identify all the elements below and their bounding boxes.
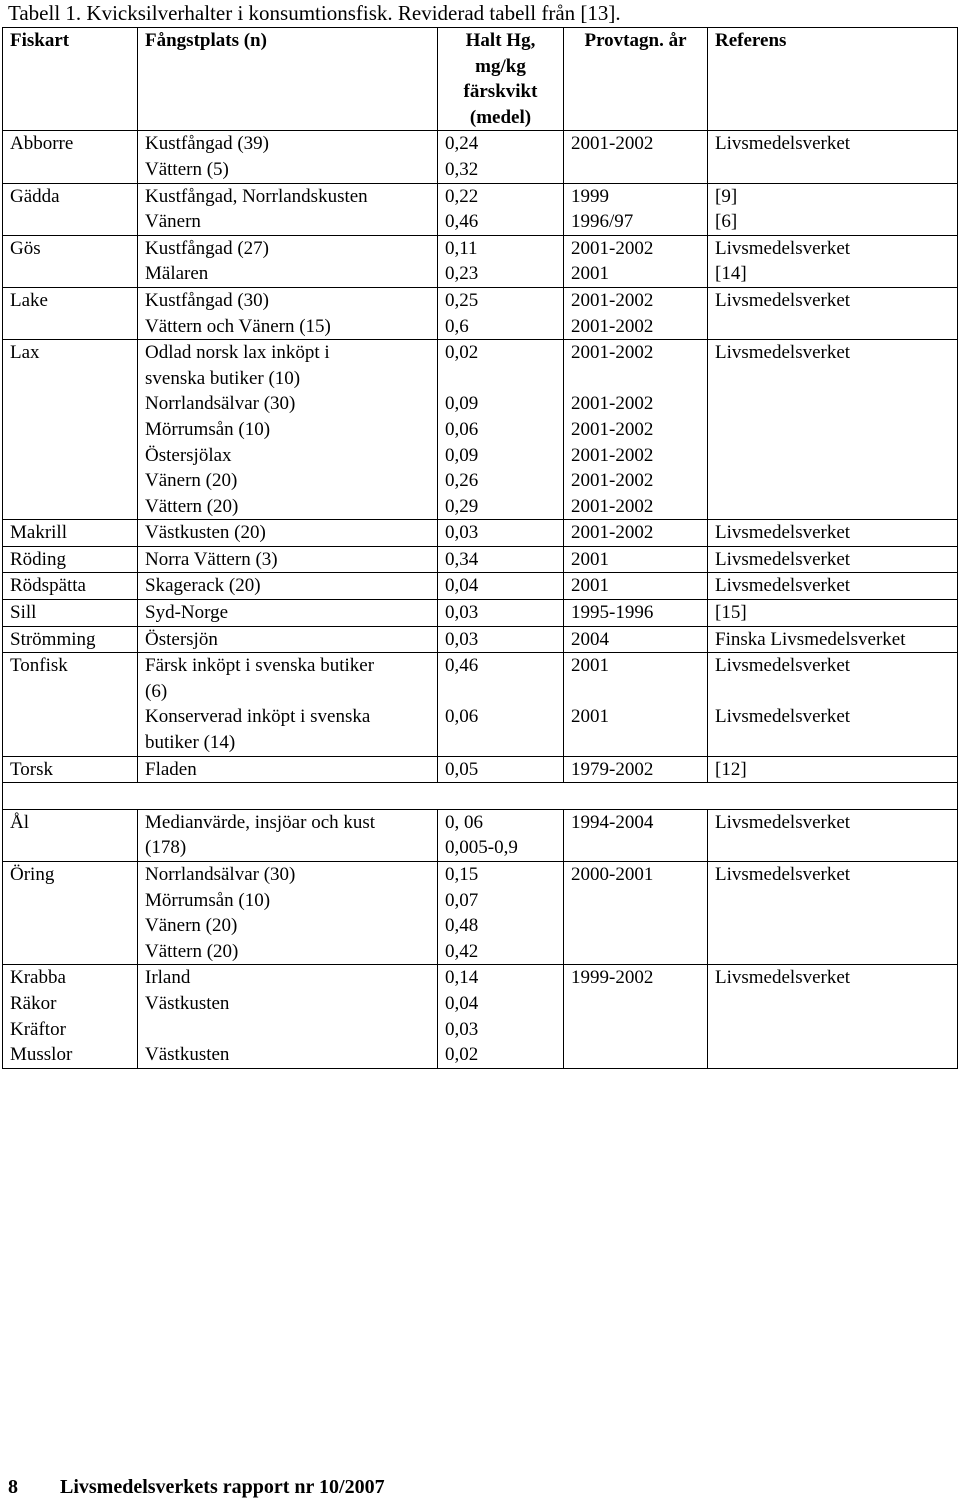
cell-fangstplats-line: Vättern och Vänern (15) xyxy=(145,315,331,337)
cell-fiskart-line: Röding xyxy=(10,548,66,570)
cell-provtagn-line: 2001-2002 xyxy=(571,393,654,415)
cell-fiskart-line: Musslor xyxy=(10,1044,73,1066)
cell-provtagn-line: 2001-2002 xyxy=(571,289,654,311)
cell-provtagn xyxy=(564,340,708,520)
table-row xyxy=(3,546,958,573)
cell-halt-line xyxy=(445,366,563,392)
cell-halt-line xyxy=(445,730,563,756)
cell-provtagn-line: 2001-2002 xyxy=(571,444,654,466)
cell-halt-line: 0,04 xyxy=(445,575,479,597)
page-number: 8 xyxy=(8,1476,18,1498)
cell-halt-line: 0,06 xyxy=(445,418,479,440)
cell-fiskart xyxy=(3,600,138,627)
cell-halt xyxy=(438,546,564,573)
cell-fangstplats xyxy=(138,600,438,627)
cell-halt xyxy=(438,965,564,1068)
cell-halt xyxy=(438,626,564,653)
cell-halt-line: 0,14 xyxy=(445,967,479,989)
cell-provtagn xyxy=(564,756,708,783)
cell-fiskart-line: Rödspätta xyxy=(10,575,86,597)
table-row xyxy=(3,862,958,965)
cell-provtagn xyxy=(564,809,708,861)
cell-halt-line: 0,06 xyxy=(445,706,479,728)
cell-referens-line xyxy=(715,679,957,705)
table-row xyxy=(3,235,958,287)
cell-halt-line: 0,6 xyxy=(445,315,469,337)
cell-fiskart-line: Lake xyxy=(10,289,48,311)
cell-halt xyxy=(438,235,564,287)
cell-fangstplats-line xyxy=(145,1017,437,1043)
header-fangstplats: Fångstplats (n) xyxy=(138,28,438,131)
cell-fiskart xyxy=(3,183,138,235)
cell-referens-line: [15] xyxy=(715,602,747,624)
cell-referens xyxy=(708,600,958,627)
cell-halt xyxy=(438,183,564,235)
cell-fiskart-line: Tonfisk xyxy=(10,655,68,677)
table-row xyxy=(3,809,958,861)
cell-provtagn xyxy=(564,573,708,600)
cell-halt xyxy=(438,653,564,756)
cell-provtagn-line xyxy=(571,366,707,392)
cell-fangstplats-line: Vänern (20) xyxy=(145,470,238,492)
cell-referens xyxy=(708,626,958,653)
cell-halt-line: 0,22 xyxy=(445,185,479,207)
cell-provtagn xyxy=(564,965,708,1068)
cell-halt-line xyxy=(445,679,563,705)
cell-halt xyxy=(438,287,564,339)
cell-fangstplats xyxy=(138,287,438,339)
cell-fangstplats-line: Syd-Norge xyxy=(145,602,229,624)
cell-referens-line: Livsmedelsverket xyxy=(715,548,851,570)
cell-fangstplats-line: Skagerack (20) xyxy=(145,575,261,597)
cell-halt-line: 0,05 xyxy=(445,758,479,780)
cell-referens-line: Livsmedelsverket xyxy=(715,289,851,311)
cell-provtagn-line: 1996/97 xyxy=(571,211,634,233)
cell-halt-line: 0, 06 xyxy=(445,811,483,833)
table-caption: Tabell 1. Kvicksilverhalter i konsumtionsfisk. Reviderad tabell från [13]. xyxy=(8,1,621,25)
cell-halt xyxy=(438,600,564,627)
cell-provtagn xyxy=(564,862,708,965)
cell-fiskart xyxy=(3,573,138,600)
cell-fiskart-line: Strömming xyxy=(10,628,96,650)
cell-referens-line: Livsmedelsverket xyxy=(715,133,851,155)
cell-provtagn xyxy=(564,626,708,653)
cell-halt xyxy=(438,862,564,965)
cell-provtagn-line: 2001-2002 xyxy=(571,418,654,440)
cell-fangstplats xyxy=(138,862,438,965)
cell-fangstplats xyxy=(138,235,438,287)
cell-fiskart-line: Sill xyxy=(10,602,37,624)
cell-fiskart xyxy=(3,653,138,756)
cell-provtagn-line: 1999-2002 xyxy=(571,967,654,989)
cell-referens-line: Livsmedelsverket xyxy=(715,575,851,597)
header-halt-line: (medel) xyxy=(469,106,532,128)
cell-fangstplats-line: svenska butiker (10) xyxy=(145,367,301,389)
cell-referens xyxy=(708,520,958,547)
cell-halt-line: 0,48 xyxy=(445,915,479,937)
cell-halt-line: 0,02 xyxy=(445,342,479,364)
cell-fangstplats xyxy=(138,809,438,861)
cell-provtagn-line: 2001-2002 xyxy=(571,315,654,337)
header-halt xyxy=(438,28,564,131)
cell-fangstplats-line: Kustfångad (27) xyxy=(145,237,269,259)
header-halt-line: Halt Hg, xyxy=(465,30,536,51)
cell-fangstplats-line: Irland xyxy=(145,967,191,989)
cell-fiskart-line: Torsk xyxy=(10,758,54,780)
cell-fiskart-line: Gädda xyxy=(10,185,60,207)
cell-fiskart-line: Lax xyxy=(10,342,40,364)
cell-referens-line: Livsmedelsverket xyxy=(715,706,851,728)
cell-fiskart xyxy=(3,131,138,183)
cell-fangstplats xyxy=(138,520,438,547)
mercury-table xyxy=(2,27,958,1069)
cell-referens-line: Livsmedelsverket xyxy=(715,237,851,259)
cell-fangstplats-line: Norra Vättern (3) xyxy=(145,548,278,570)
cell-provtagn-line: 2001-2002 xyxy=(571,522,654,544)
cell-halt xyxy=(438,131,564,183)
cell-fangstplats-line: Färsk inköpt i svenska butiker xyxy=(145,655,375,677)
cell-referens-line: Finska Livsmedelsverket xyxy=(715,628,906,650)
table-row xyxy=(3,626,958,653)
cell-fangstplats-line: Vättern (20) xyxy=(145,940,239,962)
cell-halt-line: 0,46 xyxy=(445,211,479,233)
table-row xyxy=(3,287,958,339)
cell-provtagn-line: 2004 xyxy=(571,628,609,650)
cell-halt-line: 0,02 xyxy=(445,1044,479,1066)
cell-fangstplats-line: Norrlandsälvar (30) xyxy=(145,864,296,885)
cell-fangstplats-line: Vänern (20) xyxy=(145,915,238,937)
cell-halt-line: 0,26 xyxy=(445,470,479,492)
cell-fiskart xyxy=(3,756,138,783)
cell-fiskart xyxy=(3,520,138,547)
cell-fiskart-line: Kräftor xyxy=(10,1018,66,1040)
cell-provtagn xyxy=(564,131,708,183)
cell-referens xyxy=(708,965,958,1068)
cell-referens-line xyxy=(715,730,957,756)
cell-fangstplats xyxy=(138,183,438,235)
table-row xyxy=(3,600,958,627)
cell-referens xyxy=(708,809,958,861)
cell-fangstplats-line: Västkusten (20) xyxy=(145,522,266,544)
table-row xyxy=(3,573,958,600)
cell-fangstplats-line: (6) xyxy=(145,680,168,702)
cell-provtagn xyxy=(564,287,708,339)
cell-halt-line: 0,29 xyxy=(445,495,479,517)
cell-fangstplats-line: Vänern xyxy=(145,211,201,233)
cell-fiskart-line: Gös xyxy=(10,237,41,259)
cell-referens-line: [6] xyxy=(715,211,738,233)
cell-halt-line: 0,03 xyxy=(445,602,479,624)
cell-fiskart xyxy=(3,862,138,965)
table-row xyxy=(3,965,958,1068)
cell-halt-line: 0,32 xyxy=(445,158,479,180)
cell-halt-line: 0,11 xyxy=(445,237,478,259)
cell-fiskart-line: Öring xyxy=(10,864,55,885)
cell-provtagn xyxy=(564,520,708,547)
cell-referens-line: Livsmedelsverket xyxy=(715,811,851,833)
table-row xyxy=(3,520,958,547)
cell-halt-line: 0,04 xyxy=(445,992,479,1014)
cell-halt xyxy=(438,756,564,783)
cell-fiskart-line: Krabba xyxy=(10,967,66,989)
cell-provtagn xyxy=(564,546,708,573)
table-row xyxy=(3,131,958,183)
cell-referens-line: Livsmedelsverket xyxy=(715,864,851,885)
cell-provtagn-line: 2001 xyxy=(571,575,609,597)
cell-fiskart xyxy=(3,626,138,653)
cell-provtagn-line: 2001 xyxy=(571,706,609,728)
cell-referens-line: Livsmedelsverket xyxy=(715,522,851,544)
cell-fangstplats xyxy=(138,756,438,783)
cell-fiskart xyxy=(3,235,138,287)
cell-provtagn-line: 2001-2002 xyxy=(571,495,654,517)
cell-fangstplats xyxy=(138,653,438,756)
header-referens: Referens xyxy=(708,28,958,131)
cell-provtagn-line: 2001 xyxy=(571,655,609,677)
cell-halt-line: 0,09 xyxy=(445,393,479,415)
cell-provtagn xyxy=(564,653,708,756)
cell-provtagn-line xyxy=(571,730,707,756)
cell-referens-line: [14] xyxy=(715,263,747,285)
cell-referens-line: Livsmedelsverket xyxy=(715,655,851,677)
cell-fangstplats-line: Norrlandsälvar (30) xyxy=(145,393,296,415)
cell-provtagn-line: 1995-1996 xyxy=(571,602,654,624)
cell-provtagn-line: 2000-2001 xyxy=(571,864,654,885)
cell-fiskart xyxy=(3,287,138,339)
cell-fiskart-line: Ål xyxy=(10,811,29,833)
cell-fangstplats-line: Mälaren xyxy=(145,263,209,285)
cell-provtagn-line: 2001 xyxy=(571,263,609,285)
cell-referens-line: Livsmedelsverket xyxy=(715,342,851,364)
cell-referens-line: [12] xyxy=(715,758,747,780)
cell-fiskart-line: Räkor xyxy=(10,992,57,1014)
cell-halt-line: 0,03 xyxy=(445,628,479,650)
cell-fangstplats-line: Västkusten xyxy=(145,1044,230,1066)
cell-halt-line: 0,09 xyxy=(445,444,479,466)
cell-fangstplats-line: Mörrumsån (10) xyxy=(145,418,271,440)
cell-referens xyxy=(708,573,958,600)
table-body xyxy=(3,131,958,1068)
cell-fangstplats-line: Odlad norsk lax inköpt i xyxy=(145,342,330,364)
cell-provtagn xyxy=(564,183,708,235)
cell-halt-line: 0,24 xyxy=(445,133,479,155)
cell-referens-line: Livsmedelsverket xyxy=(715,967,851,989)
cell-fiskart-line: Makrill xyxy=(10,522,67,544)
cell-provtagn xyxy=(564,600,708,627)
cell-halt-line: 0,46 xyxy=(445,655,479,677)
cell-fangstplats xyxy=(138,573,438,600)
cell-halt-line: 0,07 xyxy=(445,889,479,911)
cell-referens xyxy=(708,131,958,183)
cell-fiskart xyxy=(3,546,138,573)
cell-provtagn-line: 1994-2004 xyxy=(571,811,654,833)
table-header-row xyxy=(3,28,958,131)
table-spacer-row xyxy=(3,783,958,810)
table-row xyxy=(3,653,958,756)
cell-halt xyxy=(438,520,564,547)
cell-referens xyxy=(708,183,958,235)
cell-halt-line: 0,15 xyxy=(445,864,479,885)
cell-fangstplats xyxy=(138,965,438,1068)
cell-fangstplats-line: Kustfångad (39) xyxy=(145,133,269,155)
cell-provtagn-line xyxy=(571,679,707,705)
cell-provtagn-line: 1979-2002 xyxy=(571,758,654,780)
cell-fangstplats-line: Medianvärde, insjöar och kust xyxy=(145,811,376,833)
cell-halt-line: 0,03 xyxy=(445,1018,479,1040)
cell-provtagn-line: 2001-2002 xyxy=(571,342,654,364)
cell-referens xyxy=(708,653,958,756)
cell-referens xyxy=(708,235,958,287)
cell-halt xyxy=(438,809,564,861)
header-halt-line: färskvikt xyxy=(463,81,538,103)
cell-fangstplats xyxy=(138,546,438,573)
cell-fangstplats-line: Östersjön xyxy=(145,628,218,650)
cell-fangstplats xyxy=(138,340,438,520)
cell-fangstplats-line: (178) xyxy=(145,837,187,859)
cell-halt-line: 0,34 xyxy=(445,548,479,570)
spacer-cell xyxy=(3,783,958,810)
cell-referens-line: [9] xyxy=(715,185,738,207)
cell-halt-line: 0,005-0,9 xyxy=(445,837,518,859)
cell-provtagn-line: 2001-2002 xyxy=(571,133,654,155)
cell-provtagn-line: 2001-2002 xyxy=(571,237,654,259)
header-provtagn: Provtagn. år xyxy=(564,28,708,131)
cell-fangstplats-line: Kustfångad, Norrlandskusten xyxy=(145,185,368,207)
page-footer xyxy=(8,1476,385,1499)
cell-referens xyxy=(708,546,958,573)
cell-halt xyxy=(438,573,564,600)
cell-fangstplats-line: butiker (14) xyxy=(145,732,236,754)
table-row xyxy=(3,756,958,783)
cell-fangstplats-line: Kustfångad (30) xyxy=(145,289,269,311)
cell-halt-line: 0,03 xyxy=(445,522,479,544)
cell-fangstplats-line: Vättern (5) xyxy=(145,158,229,180)
cell-fangstplats-line: Mörrumsån (10) xyxy=(145,889,271,911)
cell-fangstplats-line: Konserverad inköpt i svenska xyxy=(145,706,371,728)
header-halt-line: mg/kg xyxy=(475,55,526,77)
cell-provtagn-line: 1999 xyxy=(571,185,609,207)
report-title: Livsmedelsverkets rapport nr 10/2007 xyxy=(60,1476,385,1498)
cell-fangstplats xyxy=(138,131,438,183)
cell-fangstplats-line: Västkusten xyxy=(145,992,230,1014)
cell-referens xyxy=(708,287,958,339)
cell-fiskart xyxy=(3,965,138,1068)
cell-fiskart xyxy=(3,340,138,520)
cell-fiskart xyxy=(3,809,138,861)
cell-provtagn-line: 2001-2002 xyxy=(571,470,654,492)
header-fiskart: Fiskart xyxy=(3,28,138,131)
table-row xyxy=(3,183,958,235)
cell-referens xyxy=(708,862,958,965)
cell-referens xyxy=(708,340,958,520)
cell-provtagn xyxy=(564,235,708,287)
cell-fangstplats-line: Fladen xyxy=(145,758,197,780)
cell-provtagn-line: 2001 xyxy=(571,548,609,570)
cell-fangstplats-line: Östersjölax xyxy=(145,444,232,466)
cell-fangstplats-line: Vättern (20) xyxy=(145,495,239,517)
cell-fiskart-line: Abborre xyxy=(10,133,74,155)
table-row xyxy=(3,340,958,520)
cell-halt-line: 0,25 xyxy=(445,289,479,311)
cell-fangstplats xyxy=(138,626,438,653)
cell-referens xyxy=(708,756,958,783)
cell-halt-line: 0,23 xyxy=(445,263,479,285)
cell-halt-line: 0,42 xyxy=(445,940,479,962)
cell-halt xyxy=(438,340,564,520)
